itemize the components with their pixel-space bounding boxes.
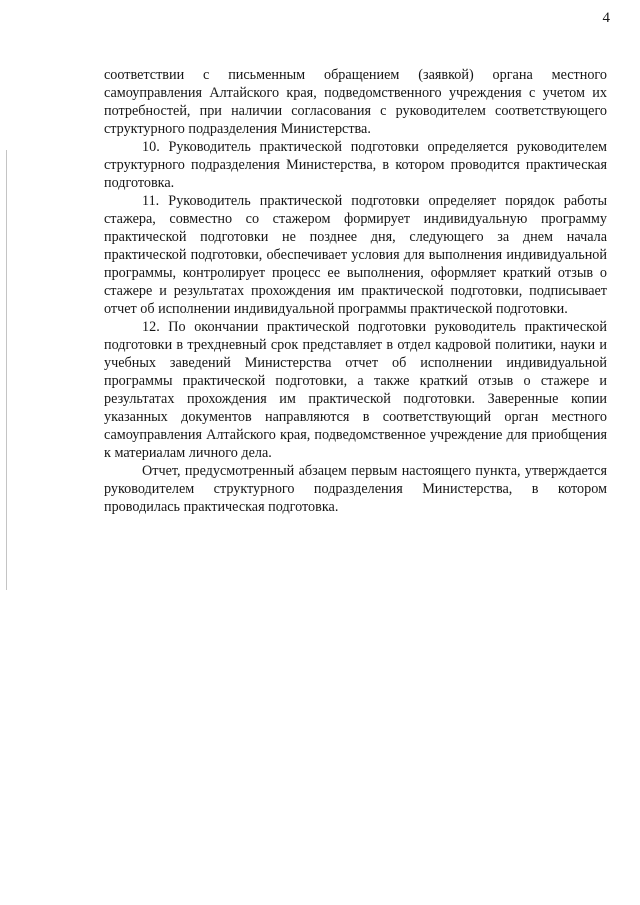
paragraph-report-approval: Отчет, предусмотренный абзацем первым настоящего пункта, утверждается руководителем структурного подразделения Министерства, в котором проводилась практическая подготовка. <box>104 463 607 515</box>
paragraph-continuation: соответствии с письменным обращением (заявкой) органа местного самоуправления Алтайского края, подведомственного учреждения с учетом их потребностей, при наличии согласования с руководителем соответствующего структурного подразделения Министерства. <box>104 67 607 137</box>
paragraph-item-11: 11. Руководитель практической подготовки определяет порядок работы стажера, совместно со стажером формирует индивидуальную программу практической подготовки не позднее дня, следующего за днем начала практической подготовки, обеспечивает условия для выполнения индивидуальной программы, контролирует процесс ее выполнения, оформляет краткий отзыв о стажере и результатах прохождения им практической подготовки, подписывает отчет об исполнении индивидуальной программы практической подготовки. <box>104 193 607 317</box>
document-body <box>104 66 607 516</box>
paragraph-item-12: 12. По окончании практической подготовки руководитель практической подготовки в трехдневный срок представляет в отдел кадровой политики, науки и учебных заведений Министерства отчет об исполнении индивидуальной программы практической подготовки, а также краткий отзыв о стажере и результатах прохождения им практической подготовки. Заверенные копии указанных документов направляются в соответствующий орган местного самоуправления Алтайского края, подведомственное учреждение для приобщения к материалам личного дела. <box>104 319 607 461</box>
scan-margin-line <box>6 150 7 590</box>
page-number: 4 <box>602 10 610 26</box>
paragraph-item-10: 10. Руководитель практической подготовки определяется руководителем структурного подразделения Министерства, в котором проводится практическая подготовка. <box>104 139 607 191</box>
